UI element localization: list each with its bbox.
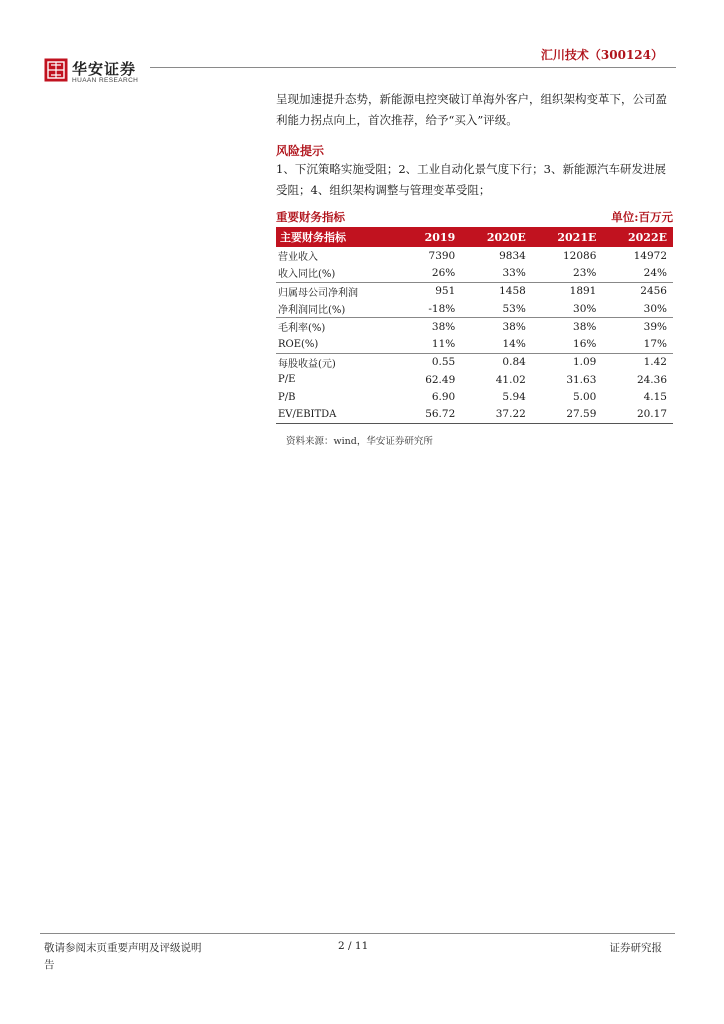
row-label: 毛利率(%) bbox=[278, 323, 326, 335]
table-cell: 16% bbox=[532, 335, 603, 353]
row-label: 净利润同比(%) bbox=[276, 300, 403, 318]
table-cell: 5.00 bbox=[572, 391, 597, 404]
table-row bbox=[276, 282, 673, 300]
row-label: P/E bbox=[278, 374, 296, 386]
table-cell: 31.63 bbox=[566, 373, 597, 386]
logo-emblem-icon bbox=[44, 58, 68, 82]
column-header: 2022E bbox=[602, 227, 673, 247]
table-cell: 37.22 bbox=[461, 406, 532, 424]
table-cell: 14% bbox=[461, 335, 532, 353]
table-cell: -18% bbox=[403, 300, 462, 318]
footer-disclaimer-line1: 敬请参阅末页重要声明及评级说明 bbox=[44, 942, 202, 954]
table-cell: 17% bbox=[602, 335, 673, 353]
table-cell: 1458 bbox=[499, 285, 526, 298]
table-cell: 1.42 bbox=[643, 356, 667, 369]
row-label: 归属母公司净利润 bbox=[278, 287, 358, 299]
table-cell: 38% bbox=[502, 320, 526, 333]
table-row bbox=[276, 264, 673, 282]
table-header-row bbox=[276, 227, 673, 247]
table-cell: 6.90 bbox=[431, 391, 456, 404]
table-row bbox=[276, 353, 673, 371]
header-divider bbox=[150, 67, 676, 68]
row-label: 营业收入 bbox=[278, 252, 318, 264]
table-cell: 951 bbox=[435, 285, 456, 298]
table-cell: 1891 bbox=[569, 285, 597, 298]
table-cell: 11% bbox=[403, 335, 462, 353]
column-header: 主要财务指标 bbox=[276, 227, 403, 247]
table-row bbox=[276, 247, 673, 264]
risk-heading: 风险提示 bbox=[276, 144, 325, 158]
table-cell: 33% bbox=[461, 264, 532, 282]
risk-paragraph: 1、下沉策略实施受阻；2、工业自动化景气度下行；3、新能源汽车研发进展受阻；4、组织架构调整与管理变革受阻； bbox=[276, 162, 666, 197]
table-row bbox=[276, 318, 673, 336]
table-row bbox=[276, 335, 673, 353]
table-cell: 41.02 bbox=[495, 373, 526, 386]
table-cell: 30% bbox=[532, 300, 603, 318]
summary-paragraph: 呈现加速提升态势，新能源电控突破订单海外客户，组织架构变革下，公司盈利能力拐点向上，首次推荐，给予“买入”评级。 bbox=[276, 92, 667, 127]
table-cell: 7390 bbox=[428, 249, 456, 262]
company-logo bbox=[44, 58, 144, 88]
table-cell: 62.49 bbox=[425, 373, 456, 386]
table-cell: 4.15 bbox=[643, 391, 667, 404]
report-title: 汇川技术（300124） bbox=[540, 48, 663, 62]
footer-disclaimer-line2: 告 bbox=[44, 959, 55, 971]
footer-disclaimer bbox=[44, 940, 224, 974]
column-header: 2020E bbox=[461, 227, 532, 247]
column-header: 2019 bbox=[403, 227, 462, 247]
table-unit: 单位:百万元 bbox=[611, 210, 673, 224]
table-row bbox=[276, 406, 673, 424]
table-cell: 1.09 bbox=[572, 356, 597, 369]
table-cell: 9834 bbox=[499, 249, 526, 262]
table-row bbox=[276, 371, 673, 388]
table-cell: 30% bbox=[602, 300, 673, 318]
row-label: 收入同比(%) bbox=[276, 264, 403, 282]
table-cell: 20.17 bbox=[602, 406, 673, 424]
logo-text-en: HUAAN RESEARCH bbox=[72, 77, 139, 84]
table-caption bbox=[276, 209, 673, 227]
financial-table bbox=[276, 227, 673, 424]
table-cell: 0.55 bbox=[431, 356, 456, 369]
logo-text-cn: 华安证券 bbox=[72, 60, 137, 78]
table-cell: 5.94 bbox=[502, 391, 526, 404]
table-cell: 23% bbox=[532, 264, 603, 282]
table-source: 资料来源：wind，华安证券研究所 bbox=[286, 436, 433, 447]
row-label: EV/EBITDA bbox=[276, 406, 403, 424]
footer-divider bbox=[40, 933, 675, 934]
table-cell: 24.36 bbox=[636, 373, 667, 386]
table-cell: 56.72 bbox=[403, 406, 462, 424]
footer-report-type: 证券研究报 bbox=[609, 942, 662, 954]
table-cell: 12086 bbox=[562, 249, 597, 262]
column-header: 2021E bbox=[532, 227, 603, 247]
table-cell: 39% bbox=[643, 320, 667, 333]
table-cell: 26% bbox=[403, 264, 462, 282]
row-label: ROE(%) bbox=[276, 335, 403, 353]
table-cell: 38% bbox=[431, 320, 456, 333]
page-number: 2 / 11 bbox=[338, 940, 369, 952]
table-cell: 53% bbox=[461, 300, 532, 318]
row-label: P/B bbox=[278, 391, 296, 403]
table-row bbox=[276, 300, 673, 318]
table-cell: 24% bbox=[602, 264, 673, 282]
table-cell: 0.84 bbox=[502, 356, 526, 369]
row-label: 每股收益(元) bbox=[278, 358, 336, 370]
table-cell: 27.59 bbox=[532, 406, 603, 424]
table-cell: 38% bbox=[573, 320, 597, 333]
table-title: 重要财务指标 bbox=[276, 210, 345, 224]
table-row bbox=[276, 388, 673, 405]
table-cell: 2456 bbox=[640, 285, 667, 298]
table-cell: 14972 bbox=[633, 249, 667, 262]
